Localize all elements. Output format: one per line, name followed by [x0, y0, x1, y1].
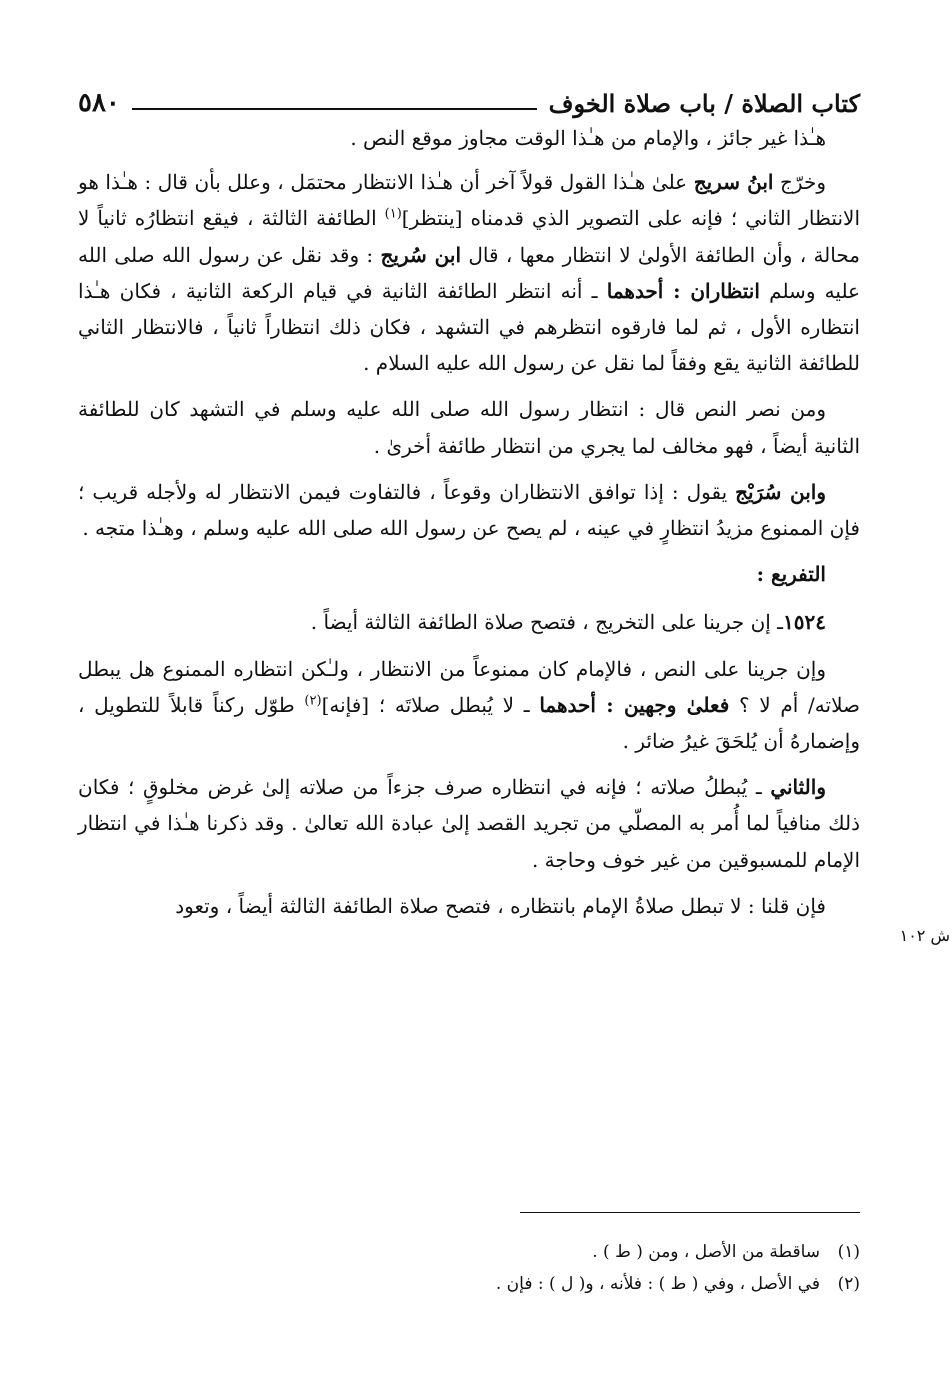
page-number: ٥٨٠ — [78, 88, 120, 118]
name-ibn-surayj: ابنُ سريج — [693, 170, 774, 195]
paragraph-1: هـٰذا غير جائز ، والإمام من هـٰذا الوقت مجاوز موقع النص . — [350, 126, 826, 150]
header-rule — [132, 108, 537, 110]
paragraph-3: ومن نصر النص قال : انتظار رسول الله صلى الله عليه وسلم في التشهد كان للطائفة الثانية أيضاً ، فهو مخالف لما يجري من انتظار طائفة أخرىٰ . — [78, 397, 860, 458]
bold-two-waits: انتظاران : أحدهما — [606, 278, 760, 303]
issue-number: ١٥٢٤ — [783, 610, 826, 635]
footnote-divider — [520, 1212, 860, 1213]
bold-two-views: فعلىٰ وجهين : أحدهما — [539, 692, 730, 717]
page-header — [78, 76, 860, 116]
margin-folio-note: ش ١٠٢ — [899, 926, 950, 945]
footnote-2 — [78, 1268, 860, 1300]
footnote-ref-1[interactable]: (١) — [384, 206, 402, 222]
footnote-number: (١) — [837, 1242, 860, 1262]
footnote-text: ساقطة من الأصل ، ومن ( ط ) . — [592, 1242, 820, 1262]
footnotes — [78, 1236, 860, 1300]
section-heading: التفريع : — [756, 562, 826, 587]
paragraph-6: والثاني ـ يُبطلُ صلاته ؛ فإنه في انتظاره صرف جزءاً من صلاته إلىٰ غرض مخلوقٍ ؛ فكان ذلك منافياً لما أُمر به المصلّي من تجريد القصد إلىٰ عبادة الله تعالىٰ . وقد ذكرنا هـٰذا في انتظار الإمام للمسبوقين من غير خوف وحاجة . — [78, 775, 860, 872]
paragraph-5: وإن جرينا على النص ، فالإمام كان ممنوعاً من الانتظار ، ولـٰكن انتظاره الممنوع هل يبطل صلاته/ أم لا ؟ فعلىٰ وجهين : أحدهما ـ لا يُبطل صلاتَه ؛ [فإنه]$^{(٢)}$ طوّل ركناً قابلاً للتطويل ، وإضمارهُ أن يُلحَقَ غيرُ ضائر . — [78, 656, 860, 754]
paragraph-7: فإن قلنا : لا تبطل صلاةُ الإمام بانتظاره ، فتصح صلاة الطائفة الثالثة أيضاً ، وتعود — [175, 893, 826, 918]
running-title: كتاب الصلاة / باب صلاة الخوف — [548, 89, 860, 118]
footnote-1 — [78, 1236, 860, 1268]
footnote-number: (٢) — [837, 1274, 860, 1294]
bold-second-view: والثاني — [770, 775, 826, 800]
paragraph-2: وخرّج ابنُ سريج علىٰ هـٰذا القول قولاً آخر أن هـٰذا الانتظار محتمَل ، وعلل بأن قال : هـٰذا هو الانتظار الثاني ؛ فإنه على التصوير الذي قدمناه [ينتظر]$^{(١)}$ الطائفة الثالثة ، فيقع انتظارُه ثانياً لا محالة ، وأن الطائفة الأولىٰ لا انتظار معها ، قال ابن سُريج : وقد نقل عن رسول الله صلى الله عليه وسلم انتظاران : أحدهما ـ أنه انتظر الطائفة الثانية في قيام الركعة الثانية ، فكان هـٰذا انتظاره الأول ، ثم لما فارقوه انتظرهم في التشهد ، فكان ذلك انتظاراً ثانياً ، فالانتظار الثاني للطائفة الثانية يقع وفقاً لما نقل عن رسول الله عليه السلام . — [78, 170, 860, 376]
name-ibn-surayj-2: ابن سُريج — [380, 242, 462, 267]
name-ibn-surayj-3: وابن سُرَيْج — [735, 479, 826, 504]
footnote-ref-2[interactable]: (٢) — [304, 693, 322, 709]
issue-1524: ١٥٢٤ـ إن جرينا على التخريج ، فتصح صلاة الطائفة الثالثة أيضاً . — [310, 610, 826, 635]
footnote-text: في الأصل ، وفي ( ط ) : فلأنه ، و( ل ) : فإن . — [495, 1274, 820, 1294]
paragraph-4: وابن سُرَيْج يقول : إذا توافق الانتظاران وقوعاً ، فالتفاوت فيمن الانتظار له ولأجله قريب ؛ فإن الممنوع مزيدُ انتظارٍ في عينه ، لم يصح عن رسول الله صلى الله عليه وسلم ، وهـٰذا متجه . — [78, 479, 860, 541]
main-text — [78, 120, 860, 934]
